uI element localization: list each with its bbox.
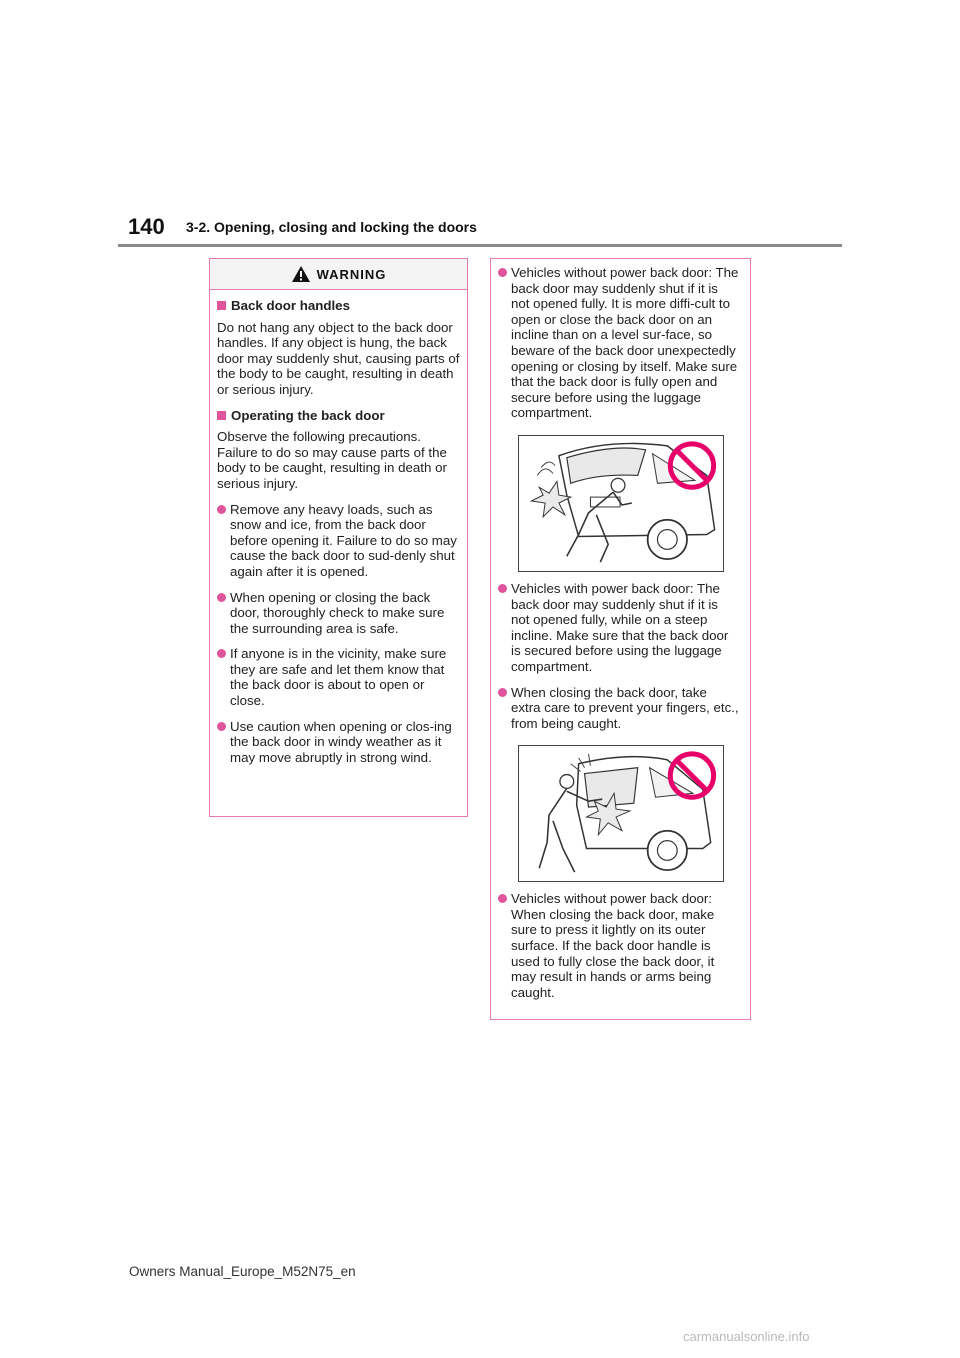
bullet-item: Vehicles without power back door: When closing the back door, make sure to press it lightly on its outer surface. If the back door handle is used to fully close the back door, it may result in hands or arms being caught.	[498, 891, 740, 1000]
paragraph-operating-back-door: Observe the following precautions. Failure to do so may cause parts of the body to be caught, resulting in death or serious injury.	[217, 429, 447, 491]
bullet-item: Vehicles without power back door: The back door may suddenly shut if it is not opened fully. It is more diffi-cult to open or close the back door on an incline than on a level sur-face, so beware of the back door unexpectedly opening or closing by itself. Make sure that the back door is fully open and secure before using the luggage compartment.	[498, 265, 740, 421]
bullet-dot-icon	[217, 649, 226, 658]
bullet-item: Vehicles with power back door: The back door may suddenly shut if it is not opened fully, while on a steep incline. Make sure that the back door is secured before using the luggage compartment.	[498, 581, 740, 675]
warning-continued-box	[490, 258, 751, 1020]
bullet-dot-icon	[498, 688, 507, 697]
footer-manual-name: Owners Manual_Europe_M52N75_en	[129, 1264, 356, 1279]
square-bullet-icon	[217, 411, 226, 420]
subheading-operating-back-door: Operating the back door	[217, 408, 461, 424]
bullet-item: Use caution when opening or clos-ing the back door in windy weather as it may move abruptly in strong wind.	[217, 719, 461, 766]
bullet-dot-icon	[498, 268, 507, 277]
bullet-item: When opening or closing the back door, thoroughly check to make sure the surrounding area is safe.	[217, 590, 461, 637]
car-back-door-illustration	[519, 436, 723, 571]
bullet-dot-icon	[217, 505, 226, 514]
page-number: 140	[128, 214, 165, 239]
illustration-door-shutting	[518, 435, 724, 572]
bullet-dot-icon	[217, 593, 226, 602]
warning-label: WARNING	[316, 266, 387, 282]
warning-box	[209, 258, 468, 817]
illustration-fingers-caught	[518, 745, 724, 882]
square-bullet-icon	[217, 301, 226, 310]
section-title: 3-2. Opening, closing and locking the doors	[186, 219, 477, 235]
bullet-item: If anyone is in the vicinity, make sure they are safe and let them know that the back door is about to open or close.	[217, 646, 461, 708]
header-rule	[118, 244, 842, 247]
subheading-back-door-handles: Back door handles	[217, 298, 461, 314]
watermark: carmanualsonline.info	[683, 1329, 810, 1344]
car-closing-door-illustration	[519, 746, 723, 881]
bullet-item: Remove any heavy loads, such as snow and ice, from the back door before opening it. Failure to do so may cause the back door to sud-denly shut again after it is opened.	[217, 502, 461, 580]
bullet-dot-icon	[217, 722, 226, 731]
warning-content	[210, 290, 467, 765]
warning-header	[210, 259, 467, 290]
bullet-dot-icon	[498, 894, 507, 903]
warning-triangle-icon	[291, 265, 311, 283]
bullet-item: When closing the back door, take extra care to prevent your fingers, etc., from being caught.	[498, 685, 740, 732]
paragraph-back-door-handles: Do not hang any object to the back door handles. If any object is hung, the back door may suddenly shut, causing parts of the body to be caught, resulting in death or serious injury.	[217, 319, 460, 397]
bullet-dot-icon	[498, 584, 507, 593]
